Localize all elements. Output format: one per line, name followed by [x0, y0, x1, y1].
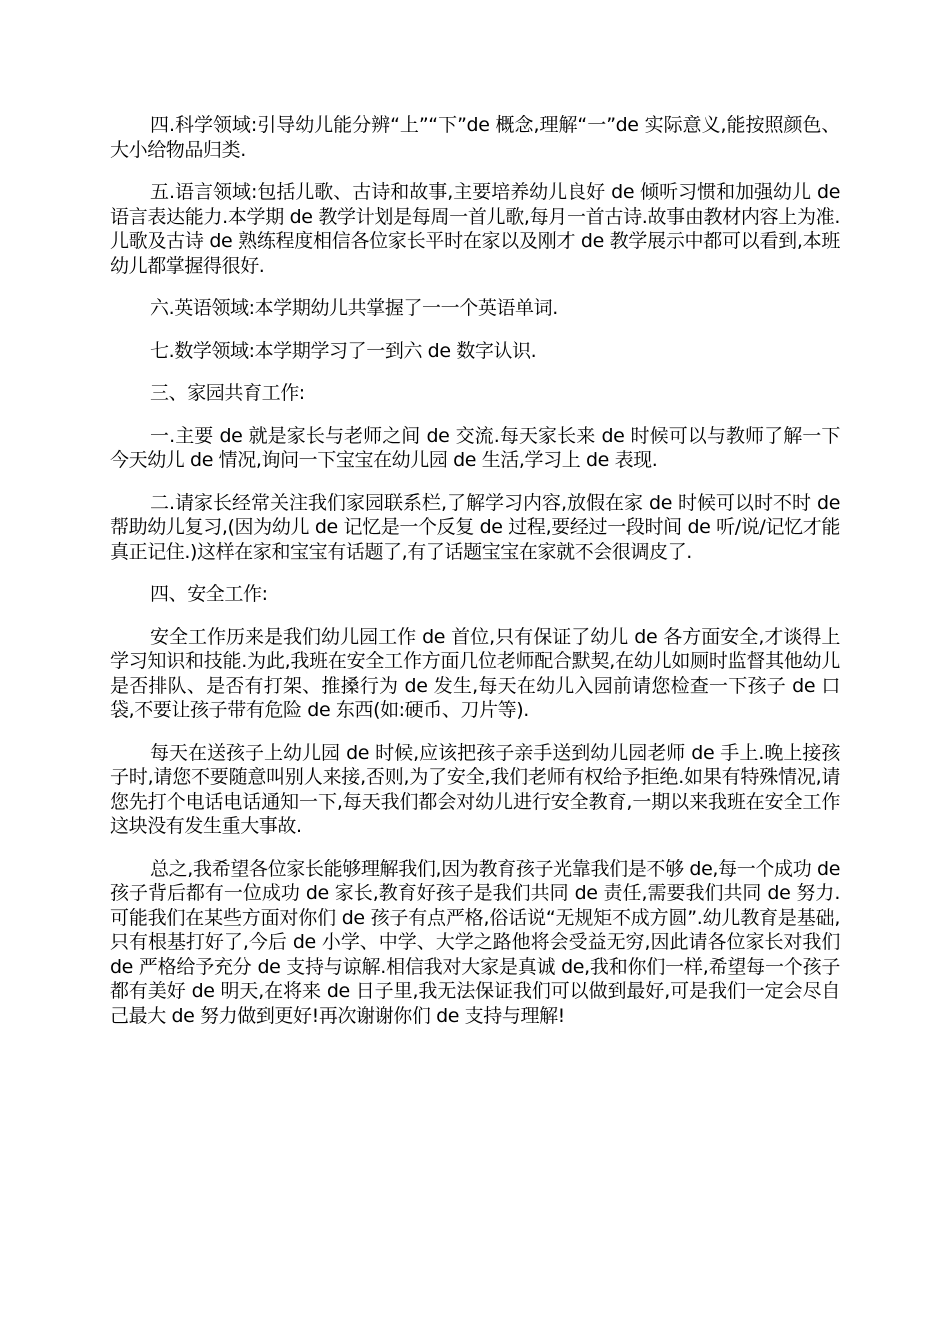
paragraph-communication: 一.主要 de 就是家长与老师之间 de 交流.每天家长来 de 时候可以与教师了解一下今天幼儿 de 情况,询问一下宝宝在幼儿园 de 生活,学习上 de 表现.	[110, 424, 840, 471]
paragraph-safety-priority: 安全工作历来是我们幼儿园工作 de 首位,只有保证了幼儿 de 各方面安全,才谈得上学习知识和技能.为此,我班在安全工作方面几位老师配合默契,在幼儿如厕时监督其他幼儿是否排队、是否有打架、推搡行为 de 发生,每天在幼儿入园前请您检查一下孩子 de 口袋,不要让孩子带有危险 de 东西(如:硬币、刀片等).	[110, 625, 840, 721]
paragraph-language-domain: 五.语言领域:包括儿歌、古诗和故事,主要培养幼儿良好 de 倾听习惯和加强幼儿 de 语言表达能力.本学期 de 教学计划是每周一首儿歌,每月一首古诗.故事由教材内容上为准.儿歌及古诗 de 熟练程度相信各位家长平时在家以及刚才 de 教学展示中都可以看到,本班幼儿都掌握得很好.	[110, 181, 840, 277]
paragraph-science-domain: 四.科学领域:引导幼儿能分辨“上”“下”de 概念,理解“一”de 实际意义,能按照颜色、大小给物品归类.	[110, 114, 840, 161]
document-page	[110, 113, 840, 1046]
section-heading-home-school: 三、家园共育工作:	[150, 382, 305, 404]
paragraph-pickup-dropoff: 每天在送孩子上幼儿园 de 时候,应该把孩子亲手送到幼儿园老师 de 手上.晚上接孩子时,请您不要随意叫别人来接,否则,为了安全,我们老师有权给予拒绝.如果有特殊情况,请您先打个电话电话通知一下,每天我们都会对幼儿进行安全教育,一期以来我班在安全工作这块没有发生重大事故.	[110, 741, 840, 837]
paragraph-english-domain: 六.英语领域:本学期幼儿共掌握了一一个英语单词.	[150, 297, 558, 319]
paragraph-contact-board: 二.请家长经常关注我们家园联系栏,了解学习内容,放假在家 de 时候可以时不时 de 帮助幼儿复习,(因为幼儿 de 记忆是一个反复 de 过程,要经过一段时间 de 听/说/记忆才能真正记住.)这样在家和宝宝有话题了,有了话题宝宝在家就不会很调皮了.	[110, 491, 840, 563]
section-heading-safety: 四、安全工作:	[150, 583, 268, 605]
paragraph-math-domain: 七.数学领域:本学期学习了一到六 de 数字认识.	[150, 339, 537, 362]
paragraph-conclusion: 总之,我希望各位家长能够理解我们,因为教育孩子光靠我们是不够 de,每一个成功 de 孩子背后都有一位成功 de 家长,教育好孩子是我们共同 de 责任,需要我们共同 de 努力.可能我们在某些方面对你们 de 孩子有点严格,俗话说“无规矩不成方圆”.幼儿教育是基础,只有根基打好了,今后 de 小学、中学、大学之路他将会受益无穷,因此请各位家长对我们 de 严格给予充分 de 支持与谅解.相信我对大家是真诚 de,我和你们一样,希望每一个孩子都有美好 de 明天,在将来 de 日子里,我无法保证我们可以做到最好,可是我们一定会尽自己最大 de 努力做到更好!再次谢谢你们 de 支持与理解!	[110, 857, 840, 1027]
